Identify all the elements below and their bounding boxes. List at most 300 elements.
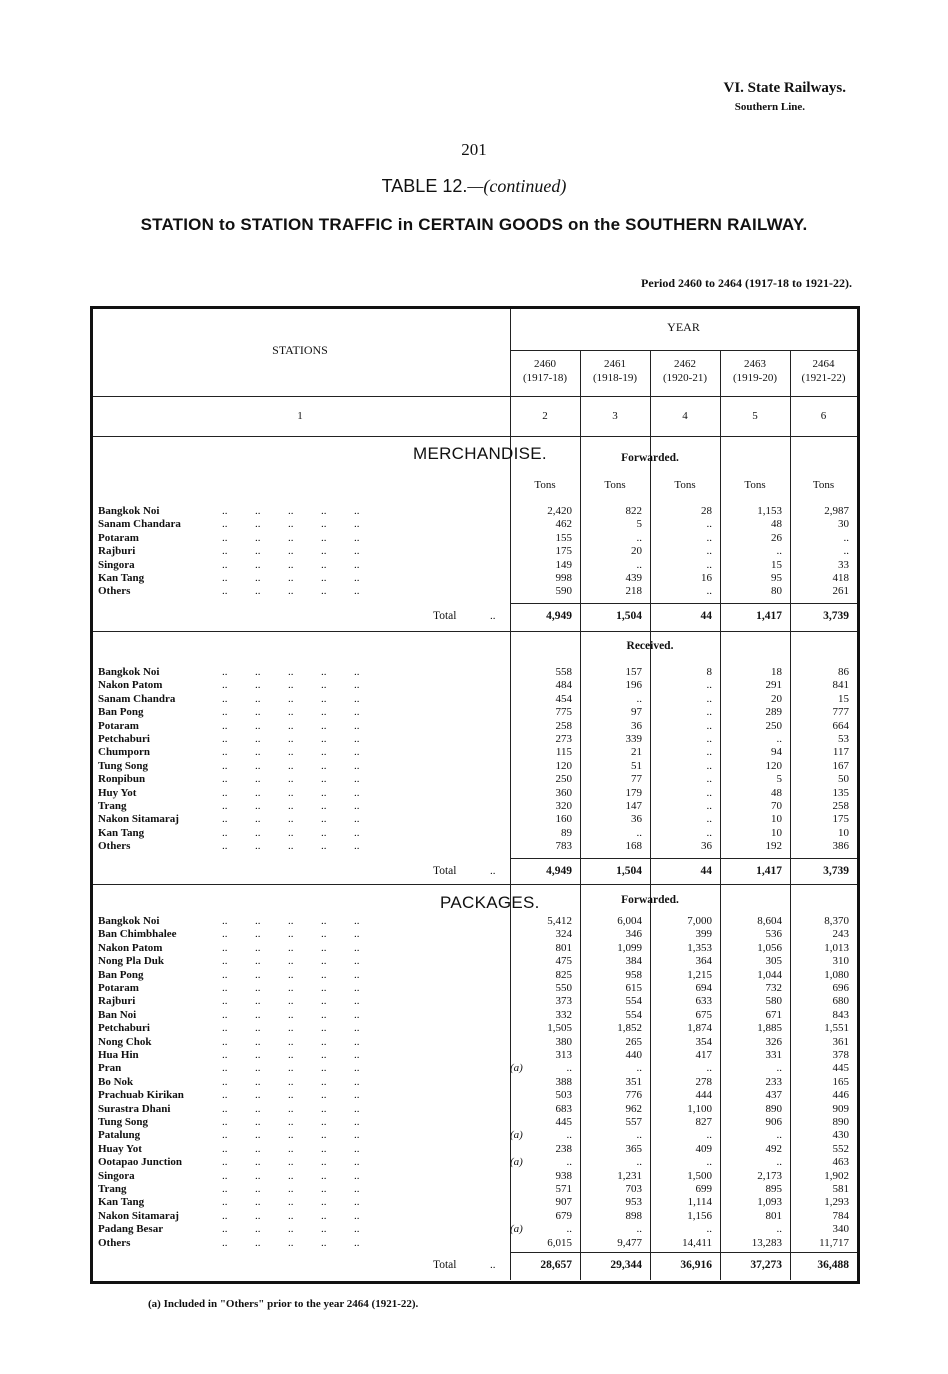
packages-row-name: Ootapao Junction [98,1156,183,1169]
leader-dots: .. .. .. .. .. [222,813,360,826]
merch-received-cell: 147 [625,800,642,812]
merch-received-cell: 258 [555,719,572,732]
leader-dots: .. .. .. .. .. [222,719,360,732]
packages-cell: 801 [765,1209,782,1222]
packages-cell: 1,852 [617,1022,642,1035]
packages-cell: .. [776,1129,782,1142]
merch-received-cell: 36 [631,719,642,732]
merch-received-cell: 175 [832,813,849,826]
leader-dots: .. .. .. .. .. [222,826,360,839]
merch-received-cell: 15 [838,692,849,705]
merch-forwarded-row-name: Rajburi [98,545,136,558]
packages-cell: 1,293 [824,1196,849,1209]
subsection-forwarded: Forwarded. [621,452,679,464]
packages-cell: 445 [832,1062,849,1075]
year-col-period-2: (1917-18) [523,372,567,384]
leader-dots: .. .. .. .. .. [222,1022,360,1035]
leader-dots: .. .. .. .. .. [222,982,360,994]
leader-dots: .. .. .. .. .. [222,1089,360,1102]
merch-received-cell: .. [706,786,712,799]
packages-cell: 354 [695,1035,712,1048]
col-number-3: 3 [612,410,618,422]
year-col-period-6: (1921-22) [801,372,846,384]
merch-forwarded-row-name: Others [98,585,131,598]
year-header: YEAR [667,320,700,334]
leader-dots: .. .. .. .. .. [222,558,360,571]
leader-dots: .. .. .. .. .. [222,1196,360,1209]
packages-row-note: (a) [510,1156,523,1169]
packages-cell: 550 [555,982,572,994]
packages-row-name: Ban Chimbhalee [98,928,177,941]
merch-received-cell: 360 [555,786,572,799]
merch-forwarded-total-cell: 44 [700,610,712,622]
packages-cell: 409 [695,1142,712,1155]
packages-cell: 384 [625,955,642,968]
merch-received-cell: 21 [631,746,642,759]
packages-cell: 557 [625,1116,642,1128]
packages-cell: 1,080 [824,968,849,981]
packages-cell: 699 [695,1183,712,1195]
packages-cell: 890 [765,1102,782,1115]
packages-cell: 675 [695,1008,712,1021]
leader-dots: .. .. .. .. .. [222,505,360,517]
merch-received-cell: 10 [771,826,782,839]
merch-forwarded-row-name: Singora [98,558,135,571]
merch-forwarded-row-name: Kan Tang [98,572,145,584]
packages-cell: 346 [625,928,642,941]
merch-received-cell: .. [706,706,712,719]
merch-received-row-name: Petchaburi [98,733,150,745]
packages-cell: .. [566,1223,572,1236]
packages-cell: .. [566,1156,572,1169]
row-rule [93,631,857,632]
packages-cell: 8,370 [824,915,849,927]
leader-dots: .. .. .. .. .. [222,545,360,558]
merch-received-cell: 167 [832,759,849,772]
packages-cell: 5,412 [547,915,572,927]
row-rule [510,858,857,859]
packages-cell: 437 [765,1089,782,1102]
merch-received-cell: .. [706,800,712,812]
year-col-period-4: (1920-21) [663,372,707,384]
packages-cell: 1,231 [617,1169,642,1182]
merch-received-cell: .. [636,826,642,839]
leader-dots: .. .. .. .. .. [222,679,360,692]
col-number-4: 4 [682,410,688,422]
leader-dots: .. .. .. .. .. [222,666,360,678]
merch-forwarded-total-cell: 1,417 [756,610,782,622]
packages-cell: 1,099 [617,941,642,954]
packages-cell: 554 [625,995,642,1008]
packages-cell: 801 [555,941,572,954]
merch-forwarded-cell: 1,153 [757,505,782,517]
packages-cell: 444 [695,1089,712,1102]
packages-total-cell: 36,488 [817,1259,849,1271]
leader-dots: .. [490,610,496,622]
packages-cell: 503 [555,1089,572,1102]
subsection-forwarded: Forwarded. [621,894,679,906]
merch-forwarded-cell: 261 [832,585,849,598]
packages-cell: .. [636,1156,642,1169]
packages-cell: 1,044 [757,968,782,981]
packages-cell: .. [636,1223,642,1236]
merch-received-cell: 48 [771,786,782,799]
packages-cell: 552 [832,1142,849,1155]
page-number: 201 [461,140,487,159]
packages-cell: 238 [555,1142,572,1155]
merch-forwarded-cell: 48 [771,518,782,531]
packages-row-name: Kan Tang [98,1196,145,1209]
merch-forwarded-cell: .. [706,558,712,571]
merch-received-cell: 320 [555,800,572,812]
packages-cell: 13,283 [751,1236,782,1249]
merch-received-total-label: Total [433,865,457,877]
merch-forwarded-cell: .. [706,585,712,598]
packages-cell: 938 [555,1169,572,1182]
packages-cell: .. [636,1129,642,1142]
packages-cell: 1,902 [824,1169,849,1182]
section-title-merchandise: MERCHANDISE. [413,444,547,463]
merch-received-total-cell: 1,504 [616,865,642,877]
packages-cell: 380 [555,1035,572,1048]
merch-received-row-name: Others [98,840,131,853]
packages-cell: 536 [765,928,782,941]
packages-cell: 703 [625,1183,642,1195]
merch-received-cell: 10 [838,826,849,839]
leader-dots: .. .. .. .. .. [222,1075,360,1088]
merch-received-cell: 250 [555,773,572,786]
merch-received-cell: 664 [832,719,849,732]
packages-cell: .. [636,1062,642,1075]
packages-cell: 463 [832,1156,849,1169]
packages-cell: .. [776,1062,782,1075]
merch-received-cell: 179 [625,786,642,799]
merch-received-cell: 783 [555,840,572,853]
packages-cell: 581 [832,1183,849,1195]
packages-cell: .. [566,1129,572,1142]
merch-received-cell: 289 [765,706,782,719]
packages-cell: 373 [555,995,572,1008]
merch-received-cell: 484 [555,679,572,692]
leader-dots: .. .. .. .. .. [222,915,360,927]
packages-cell: 962 [625,1102,642,1115]
merch-received-cell: .. [776,733,782,745]
leader-dots: .. .. .. .. .. [222,1156,360,1169]
merch-received-cell: .. [706,773,712,786]
subsection-received: Received. [626,640,674,652]
packages-row-name: Nakon Patom [98,941,163,954]
packages-cell: 1,505 [547,1022,572,1035]
merch-received-total-cell: 1,417 [756,865,782,877]
merch-received-row-name: Ban Pong [98,706,144,719]
merch-received-cell: 120 [765,759,782,772]
leader-dots: .. .. .. .. .. [222,706,360,719]
packages-cell: 615 [625,982,642,994]
packages-cell: 895 [765,1183,782,1195]
merch-forwarded-cell: .. [636,558,642,571]
leader-dots: .. .. .. .. .. [222,995,360,1008]
packages-cell: 825 [555,968,572,981]
merch-received-cell: 157 [625,666,642,678]
packages-cell: 326 [765,1035,782,1048]
packages-row-name: Nakon Sitamaraj [98,1209,179,1222]
merch-received-cell: .. [706,692,712,705]
merch-received-cell: 196 [625,679,642,692]
packages-total-cell: 29,344 [610,1259,642,1271]
merch-received-total-cell: 4,949 [546,865,572,877]
merch-forwarded-cell: 15 [771,558,782,571]
packages-cell: 7,000 [687,915,712,927]
packages-total-cell: 36,916 [680,1259,712,1271]
merch-forwarded-total-label: Total [433,610,457,622]
packages-row-name: Nong Pla Duk [98,955,165,968]
merch-forwarded-cell: 16 [701,572,712,584]
packages-cell: 8,604 [757,915,782,927]
merch-received-cell: .. [706,759,712,772]
leader-dots: .. .. .. .. .. [222,1035,360,1048]
packages-cell: 1,100 [687,1102,712,1115]
merch-forwarded-row-name: Sanam Chandara [98,518,181,531]
packages-cell: 843 [832,1008,849,1021]
leader-dots: .. .. .. .. .. [222,759,360,772]
merch-forwarded-cell: 26 [771,531,782,544]
packages-cell: 580 [765,995,782,1008]
leader-dots: .. .. .. .. .. [222,1116,360,1128]
packages-cell: .. [776,1156,782,1169]
leader-dots: .. .. .. .. .. [222,1049,360,1061]
merch-received-cell: 775 [555,706,572,719]
merch-received-cell: .. [706,746,712,759]
merch-forwarded-total-cell: 3,739 [823,610,849,622]
packages-cell: 331 [765,1049,782,1061]
table-title-suffix: —(continued) [467,176,567,196]
packages-cell: .. [706,1156,712,1169]
merch-forwarded-cell: 462 [555,518,572,531]
packages-cell: 1,056 [757,941,782,954]
leader-dots: .. .. .. .. .. [222,1209,360,1222]
table-title-main: TABLE 12. [381,176,468,196]
packages-row-name: Padang Besar [98,1223,164,1236]
leader-dots: .. .. .. .. .. [222,531,360,544]
packages-cell: 324 [555,928,572,941]
packages-cell: 1,114 [687,1196,712,1209]
merch-received-cell: 97 [631,706,642,719]
packages-cell: 9,477 [617,1236,642,1249]
merch-received-cell: 36 [631,813,642,826]
packages-cell: 776 [625,1089,642,1102]
merch-received-cell: 273 [555,733,572,745]
leader-dots: .. .. .. .. .. [222,1142,360,1155]
merch-received-cell: .. [636,692,642,705]
packages-cell: 1,156 [687,1209,712,1222]
year-col-header-2: 2460 [534,358,556,370]
merch-received-cell: 558 [555,666,572,678]
row-rule [510,1252,857,1253]
packages-cell: 233 [765,1075,782,1088]
merch-received-cell: 5 [776,773,782,786]
merch-received-cell: 115 [555,746,572,759]
packages-row-name: Patalung [98,1129,141,1142]
packages-cell: 361 [832,1035,849,1048]
merch-received-cell: 777 [832,706,849,719]
packages-cell: 364 [695,955,712,968]
packages-cell: 14,411 [682,1236,712,1249]
leader-dots: .. .. .. .. .. [222,518,360,531]
packages-row-name: Nong Chok [98,1035,152,1048]
packages-cell: 680 [832,995,849,1008]
table-subtitle: STATION to STATION TRAFFIC in CERTAIN GOODS on the SOUTHERN RAILWAY. [140,215,808,234]
merch-forwarded-cell: 218 [625,585,642,598]
merch-received-cell: 51 [631,759,642,772]
packages-cell: .. [706,1129,712,1142]
packages-cell: 165 [832,1075,849,1088]
packages-cell: 313 [555,1049,572,1061]
packages-cell: 1,551 [824,1022,849,1035]
merch-received-cell: .. [706,719,712,732]
merch-forwarded-cell: 80 [771,585,782,598]
merch-received-total-cell: 3,739 [823,865,849,877]
merch-received-cell: 386 [832,840,849,853]
merch-received-cell: .. [706,826,712,839]
merch-received-row-name: Potaram [98,719,139,732]
leader-dots: .. .. .. .. .. [222,746,360,759]
packages-cell: 554 [625,1008,642,1021]
merch-received-cell: 50 [838,773,849,786]
merch-received-cell: 291 [765,679,782,692]
packages-cell: 440 [625,1049,642,1061]
packages-cell: 732 [765,982,782,994]
packages-cell: 388 [555,1075,572,1088]
packages-cell: 310 [832,955,849,968]
merch-received-cell: 192 [765,840,782,853]
merch-forwarded-cell: 439 [625,572,642,584]
packages-cell: 679 [555,1209,572,1222]
leader-dots: .. .. .. .. .. [222,692,360,705]
merch-forwarded-cell: 155 [555,531,572,544]
packages-cell: 890 [832,1116,849,1128]
packages-cell: 445 [555,1116,572,1128]
packages-cell: .. [566,1062,572,1075]
merch-received-cell: 160 [555,813,572,826]
leader-dots: .. .. .. .. .. [222,733,360,745]
packages-row-name: Ban Pong [98,968,144,981]
packages-cell: 2,173 [757,1169,782,1182]
year-col-period-5: (1919-20) [733,372,777,384]
unit-label: Tons [674,479,696,491]
merch-forwarded-cell: .. [843,545,849,558]
packages-cell: 399 [695,928,712,941]
merch-received-cell: .. [706,679,712,692]
leader-dots: .. [490,865,496,877]
packages-cell: 633 [695,995,712,1008]
packages-row-name: Petchaburi [98,1022,150,1035]
merch-received-cell: 70 [771,800,782,812]
leader-dots: .. .. .. .. .. [222,1008,360,1021]
merch-received-cell: 258 [832,800,849,812]
packages-cell: 430 [832,1129,849,1142]
packages-cell: 671 [765,1008,782,1021]
merch-received-cell: 10 [771,813,782,826]
packages-cell: 1,215 [687,968,712,981]
packages-cell: 378 [832,1049,849,1061]
packages-cell: 906 [765,1116,782,1128]
col-number-5: 5 [752,410,758,422]
merch-received-cell: 53 [838,733,849,745]
packages-cell: 1,013 [824,941,849,954]
leader-dots: .. .. .. .. .. [222,585,360,598]
merch-forwarded-cell: 2,987 [824,505,849,517]
packages-cell: 683 [555,1102,572,1115]
col-number-2: 2 [542,410,548,422]
merch-forwarded-cell: .. [706,518,712,531]
merch-received-cell: 86 [838,666,849,678]
packages-cell: 11,717 [819,1236,849,1249]
packages-total-cell: 37,273 [750,1259,782,1271]
packages-cell: 696 [832,982,849,994]
merch-forwarded-total-cell: 4,949 [546,610,572,622]
merch-forwarded-cell: .. [706,545,712,558]
leader-dots: .. .. .. .. .. [222,840,360,853]
merch-received-cell: 168 [625,840,642,853]
packages-cell: 907 [555,1196,572,1209]
merch-received-cell: 454 [555,692,572,705]
merch-received-row-name: Nakon Patom [98,679,163,692]
year-rule [510,350,857,351]
merch-received-cell: .. [706,813,712,826]
packages-cell: 958 [625,968,642,981]
leader-dots: .. .. .. .. .. [222,1102,360,1115]
line-header: Southern Line. [734,101,805,113]
merch-received-row-name: Nakon Sitamaraj [98,813,179,826]
packages-cell: 6,004 [617,915,642,927]
leader-dots: .. .. .. .. .. [222,928,360,941]
header-rule [93,436,857,437]
packages-cell: 278 [695,1075,712,1088]
packages-cell: 492 [765,1142,782,1155]
merch-forwarded-cell: 822 [625,505,642,517]
packages-cell: 953 [625,1196,642,1209]
merch-received-cell: 20 [771,692,782,705]
packages-cell: 827 [695,1116,712,1128]
leader-dots: .. .. .. .. .. [222,1129,360,1142]
merch-received-row-name: Bangkok Noi [98,666,160,678]
merch-forwarded-cell: 30 [838,518,849,531]
packages-cell: 898 [625,1209,642,1222]
unit-label: Tons [744,479,766,491]
merch-received-cell: 18 [771,666,782,678]
leader-dots: .. .. .. .. .. [222,1183,360,1195]
merch-received-cell: .. [706,733,712,745]
unit-label: Tons [812,479,835,491]
packages-row-name: Rajburi [98,995,136,1008]
packages-row-name: Potaram [98,982,139,994]
merch-forwarded-cell: .. [776,545,782,558]
merch-forwarded-cell: 149 [555,558,572,571]
packages-cell: 265 [625,1035,642,1048]
leader-dots: .. .. .. .. .. [222,572,360,584]
section-title-packages: PACKAGES. [440,893,540,912]
packages-cell: 475 [555,955,572,968]
leader-dots: .. [490,1259,496,1271]
merch-forwarded-cell: 175 [555,545,572,558]
merch-forwarded-cell: 418 [832,572,849,584]
merch-forwarded-cell: 33 [838,558,849,571]
leader-dots: .. .. .. .. .. [222,941,360,954]
merch-received-cell: 117 [832,746,849,759]
merch-received-cell: 89 [561,826,572,839]
packages-cell: 446 [832,1089,849,1102]
merch-received-total-cell: 44 [700,865,712,877]
